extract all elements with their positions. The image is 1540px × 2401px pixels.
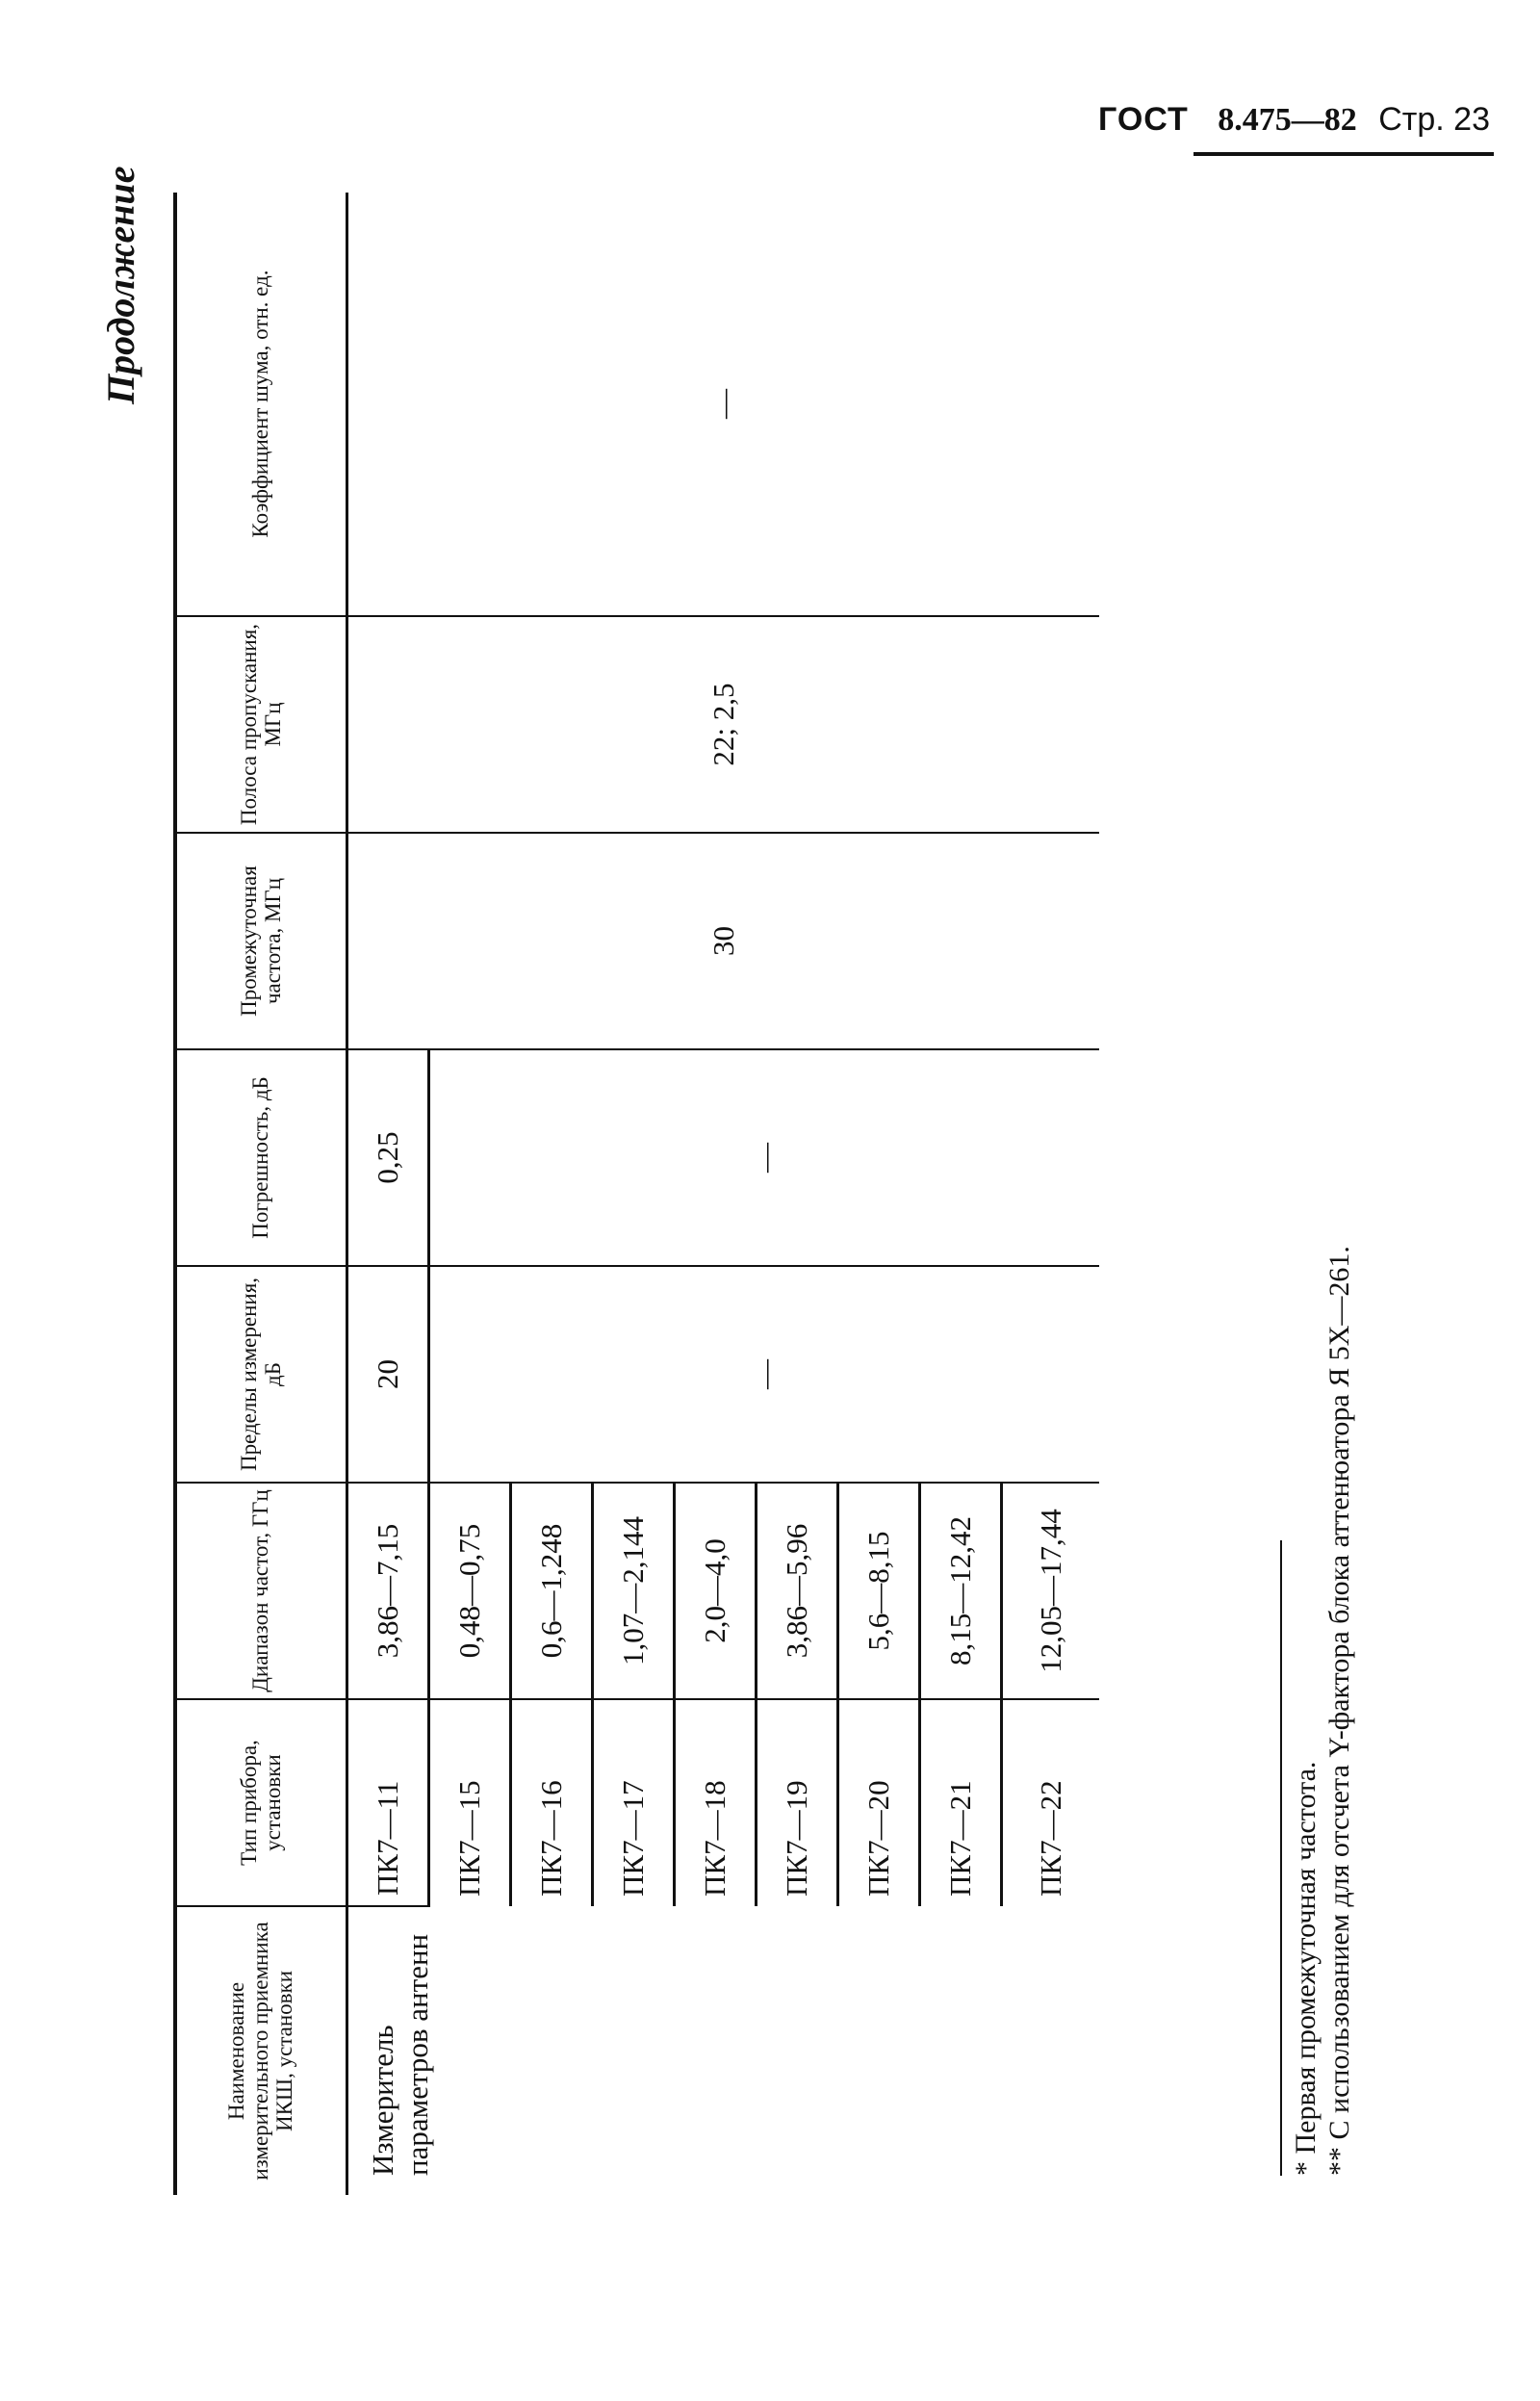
page-header: [1098, 101, 1490, 139]
measurement-error: —: [429, 1049, 1100, 1266]
frequency-range: 5,6—8,15: [838, 1483, 920, 1699]
instruments-table: [173, 193, 1099, 2195]
noise-factor: —: [347, 193, 1100, 616]
frequency-range: 8,15—12,42: [920, 1483, 1002, 1699]
frequency-range: 1,07—2,144: [593, 1483, 675, 1699]
bandwidth: 22; 2,5: [347, 616, 1100, 833]
standard-label: ГОСТ: [1098, 101, 1189, 138]
col-header-name: Наименование измерительного приемника ИКШ, установки: [175, 1906, 347, 2195]
device-type: ПК7—18: [675, 1699, 757, 1906]
device-type: ПК7—19: [757, 1699, 838, 1906]
col-header-bandwidth: Полоса пропускания, МГц: [175, 616, 347, 833]
footnotes: [1290, 1246, 1356, 2176]
col-header-noise: Коэффициент шума, отн. ед.: [175, 193, 347, 616]
device-type: ПК7—16: [511, 1699, 593, 1906]
frequency-range: 0,6—1,248: [511, 1483, 593, 1699]
instrument-name: Измеритель параметров антенн: [366, 1933, 434, 2176]
rotated-page-content: [99, 166, 1502, 2195]
device-type: ПК7—22: [1034, 1780, 1067, 1897]
footnote-separator: [1280, 1540, 1282, 2176]
intermediate-frequency: 30: [347, 833, 1100, 1049]
frequency-range: 3,86—7,15: [347, 1483, 429, 1699]
table-header-row: [175, 193, 347, 2195]
device-type: ПК7—17: [593, 1699, 675, 1906]
frequency-range: 2,0—4,0: [675, 1483, 757, 1699]
col-header-error: Погрешность, дБ: [175, 1049, 347, 1266]
frequency-range: 12,05—17,44: [1002, 1483, 1100, 1699]
col-header-limits: Пределы измерения, дБ: [175, 1266, 347, 1483]
footnote-2: ** С использованием для отсчета Y-фактора блока аттенюатора Я 5Х—261.: [1322, 1246, 1355, 2176]
continuation-label: Продолжение: [99, 166, 142, 404]
col-header-type: Тип прибора, установки: [175, 1699, 347, 1906]
page-number: Стр. 23: [1378, 101, 1490, 138]
device-type: ПК7—15: [429, 1699, 511, 1906]
footnote-1: * Первая промежуточная частота.: [1290, 1761, 1322, 2176]
col-header-if: Промежуточная частота, МГц: [175, 833, 347, 1049]
measurement-error: 0,25: [347, 1049, 429, 1266]
frequency-range: 0,48—0,75: [429, 1483, 511, 1699]
table-row: [347, 193, 429, 2195]
measurement-limit: 20: [347, 1266, 429, 1483]
device-type: ПК7—20: [838, 1699, 920, 1906]
device-type: ПК7—21: [920, 1699, 1002, 1906]
header-underline: [1194, 152, 1494, 156]
col-header-range: Диапазон частот, ГГц: [175, 1483, 347, 1699]
standard-number: 8.475—82: [1218, 102, 1357, 138]
frequency-range: 3,86—5,96: [757, 1483, 838, 1699]
device-type: ПК7—11: [347, 1699, 429, 1906]
measurement-limit: —: [429, 1266, 1100, 1483]
